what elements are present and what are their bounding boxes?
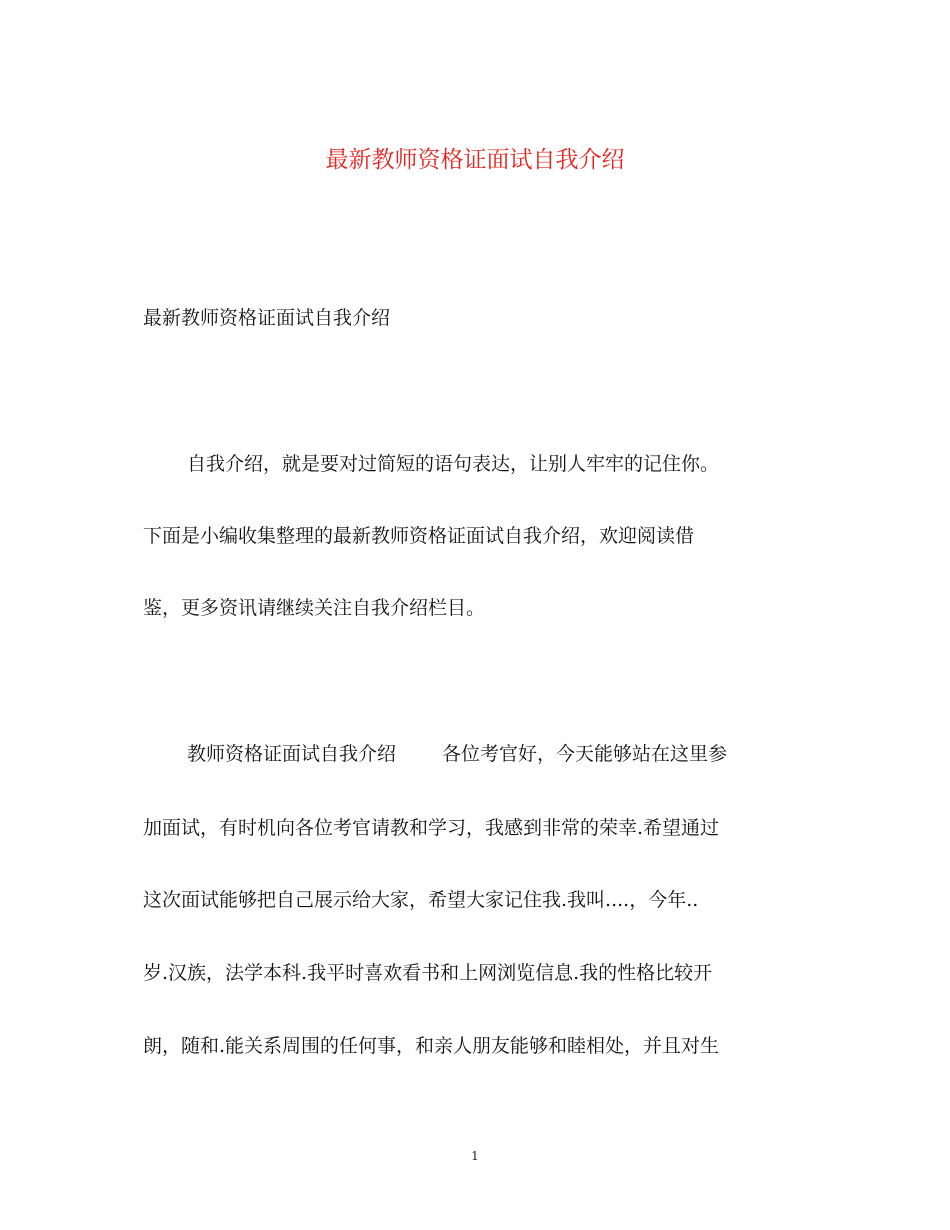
paragraph2-line-1	[187, 738, 727, 770]
paragraph2-line-5: 朗，随和.能关系周围的任何事，和亲人朋友能够和睦相处，并且对生	[143, 1035, 720, 1057]
paragraph2-subheading: 教师资格证面试自我介绍	[187, 743, 397, 765]
paragraph1-line-2: 下面是小编收集整理的最新教师资格证面试自我介绍，欢迎阅读借	[143, 525, 695, 547]
document-title: 最新教师资格证面试自我介绍	[325, 147, 625, 173]
page-number: 1	[471, 1149, 479, 1163]
paragraph2-line-4: 岁.汉族，法学本科.我平时喜欢看书和上网浏览信息.我的性格比较开	[143, 962, 713, 984]
paragraph1-line-1: 自我介绍，就是要对过简短的语句表达，让别人牢牢的记住你。	[187, 453, 720, 475]
paragraph2-line-3: 这次面试能够把自己展示给大家，希望大家记住我.我叫....，今年..	[143, 889, 699, 911]
paragraph2-line-2: 加面试，有时机向各位考官请教和学习，我感到非常的荣幸.希望通过	[143, 817, 720, 839]
paragraph1-line-3: 鉴，更多资讯请继续关注自我介绍栏目。	[143, 597, 486, 619]
section-heading: 最新教师资格证面试自我介绍	[143, 307, 391, 329]
paragraph2-first-line-rest: 各位考官好，今天能够站在这里参	[442, 743, 728, 765]
